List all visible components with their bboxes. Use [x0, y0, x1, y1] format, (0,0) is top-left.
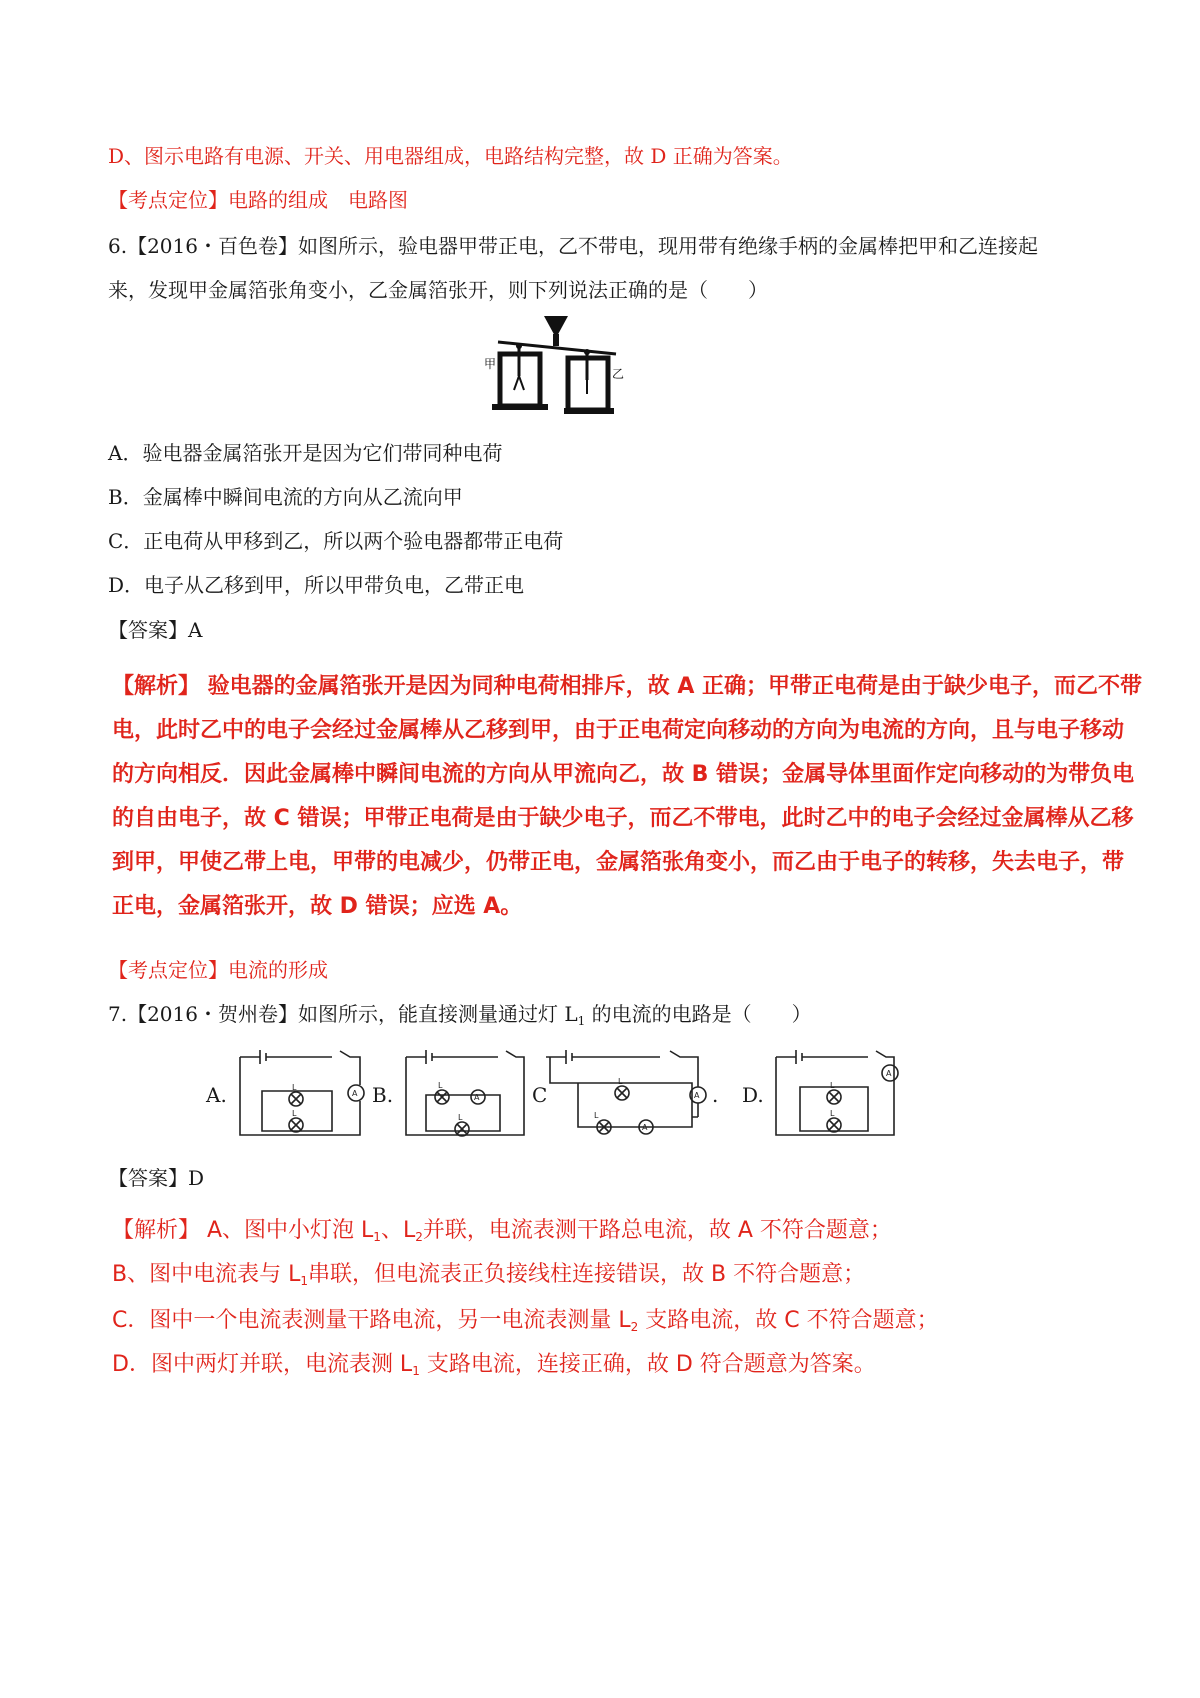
- q6-option-c: C．正电荷从甲移到乙，所以两个验电器都带正电荷: [108, 529, 564, 553]
- q7-answer: 【答案】D: [108, 1166, 205, 1190]
- ammeter-c-1: A: [694, 1091, 700, 1100]
- lamp-c-1: L: [618, 1077, 623, 1086]
- circuit-label-b: B.: [372, 1083, 394, 1107]
- label-yi: 乙: [612, 367, 624, 381]
- lamp-b-2: L: [458, 1113, 463, 1122]
- q7-analysis-2-mid: 串联，但电流表正负接线柱连接错误，故 B 不符合题意；: [307, 1262, 866, 1287]
- q6-kaodian: [108, 957, 328, 983]
- q6-stem-line-1: 6.【2016・百色卷】如图所示，验电器甲带正电，乙不带电，现用带有绝缘手柄的金属棒把甲和乙连接起: [108, 234, 1038, 258]
- q7-analysis-3-pre: C．图中一个电流表测量干路电流，另一电流表测量 L: [112, 1308, 631, 1333]
- q7-analysis-3-mid: 支路电流，故 C 不符合题意；: [638, 1308, 939, 1333]
- circuit-diagram-a: [236, 1047, 366, 1139]
- circuit-label-dot: .: [712, 1083, 719, 1107]
- label-jia: 甲: [484, 357, 497, 371]
- q7-analysis-4-pre: D．图中两灯并联，电流表测 L: [112, 1352, 413, 1377]
- q7-stem-sub: 1: [577, 1014, 586, 1028]
- q6-stem-line-2: 来，发现甲金属箔张角变小，乙金属箔张开，则下列说法正确的是（ ）: [108, 278, 768, 302]
- q7-analysis-1-sub2: 2: [415, 1230, 423, 1244]
- q6-analysis-line-3: 的方向相反．因此金属棒中瞬间电流的方向从甲流向乙，故 B 错误；金属导体里面作定向移动的为带负电: [112, 762, 1135, 787]
- q6-analysis-line-4: 的自由电子，故 C 错误；甲带正电荷是由于缺少电子，而乙不带电，此时乙中的电子会经过金属棒从乙移: [112, 806, 1134, 831]
- q7-analysis-4-mid: 支路电流，连接正确，故 D 符合题意为答案。: [419, 1352, 876, 1377]
- lamp-c-2: L: [594, 1111, 599, 1120]
- q7-analysis-3-sub1: 2: [630, 1320, 639, 1334]
- ammeter-a: A: [352, 1089, 358, 1098]
- circuit-label-d: D.: [742, 1083, 764, 1107]
- ammeter-c-2: A: [642, 1123, 648, 1132]
- q7-analysis-2-sub1: 1: [300, 1274, 308, 1288]
- prev-kaodian: [108, 187, 408, 213]
- q6-analysis-line-5: 到甲，甲使乙带上电，甲带的电减少，仍带正电，金属箔张角变小，而乙由于电子的转移，失去电子，带: [112, 850, 1125, 875]
- lamp-d-1: L: [830, 1081, 835, 1090]
- q7-analysis-4-sub1: 1: [412, 1364, 420, 1378]
- q7-analysis-2-pre: B、图中电流表与 L: [112, 1262, 301, 1287]
- q6-option-a: A．验电器金属箔张开是因为它们带同种电荷: [108, 441, 503, 465]
- kaodian-text: 【考点定位】电流的形成: [108, 958, 328, 982]
- q7-analysis-1-post: 并联，电流表测干路总电流，故 A 不符合题意；: [422, 1218, 892, 1243]
- q6-analysis-line-2: 电，此时乙中的电子会经过金属棒从乙移到甲，由于正电荷定向移动的方向为电流的方向，且与电子移动: [112, 718, 1125, 743]
- q6-option-b: B．金属棒中瞬间电流的方向从乙流向甲: [108, 485, 463, 509]
- q7-analysis-1-mid: 、L: [380, 1218, 416, 1243]
- q6-answer: 【答案】A: [108, 618, 203, 642]
- circuit-diagram-c: [542, 1047, 712, 1139]
- circuit-diagram-b: [402, 1047, 528, 1139]
- circuit-diagram-d: [772, 1047, 902, 1139]
- prev-option-d-explanation: D、图示电路有电源、开关、用电器组成，电路结构完整，故 D 正确为答案。: [108, 144, 793, 168]
- circuit-label-a: A.: [206, 1083, 227, 1107]
- q7-stem-pre: 7.【2016・贺州卷】如图所示，能直接测量通过灯 L: [108, 1002, 578, 1026]
- q6-analysis-line-6: 正电，金属箔张开，故 D 错误；应选 A。: [112, 894, 523, 919]
- q7-analysis-line-2: [112, 1261, 865, 1289]
- q7-stem-post: 的电流的电路是（ ）: [585, 1002, 812, 1026]
- lamp-a-1: L: [292, 1083, 297, 1092]
- kaodian-text: 【考点定位】电路的组成 电路图: [108, 188, 408, 212]
- lamp-b-1: L: [438, 1081, 443, 1090]
- ammeter-b: A: [474, 1093, 480, 1102]
- q7-stem: [108, 1001, 812, 1027]
- lamp-d-2: L: [830, 1109, 835, 1118]
- q7-analysis-line-1: [112, 1217, 892, 1245]
- electroscope-figure: [484, 312, 624, 422]
- q7-analysis-line-4: [112, 1351, 876, 1379]
- ammeter-d: A: [886, 1069, 892, 1078]
- q7-analysis-line-3: [112, 1307, 939, 1335]
- q6-analysis-line-1: 【解析】 验电器的金属箔张开是因为同种电荷相排斥，故 A 正确；甲带正电荷是由于缺少电子，而乙不带: [112, 674, 1143, 699]
- lamp-a-2: L: [292, 1109, 297, 1118]
- q7-analysis-1-pre: 【解析】 A、图中小灯泡 L: [112, 1218, 374, 1243]
- q7-analysis-1-sub1: 1: [373, 1230, 381, 1244]
- q6-option-d: D．电子从乙移到甲，所以甲带负电，乙带正电: [108, 573, 525, 597]
- circuit-label-c: C: [532, 1083, 548, 1107]
